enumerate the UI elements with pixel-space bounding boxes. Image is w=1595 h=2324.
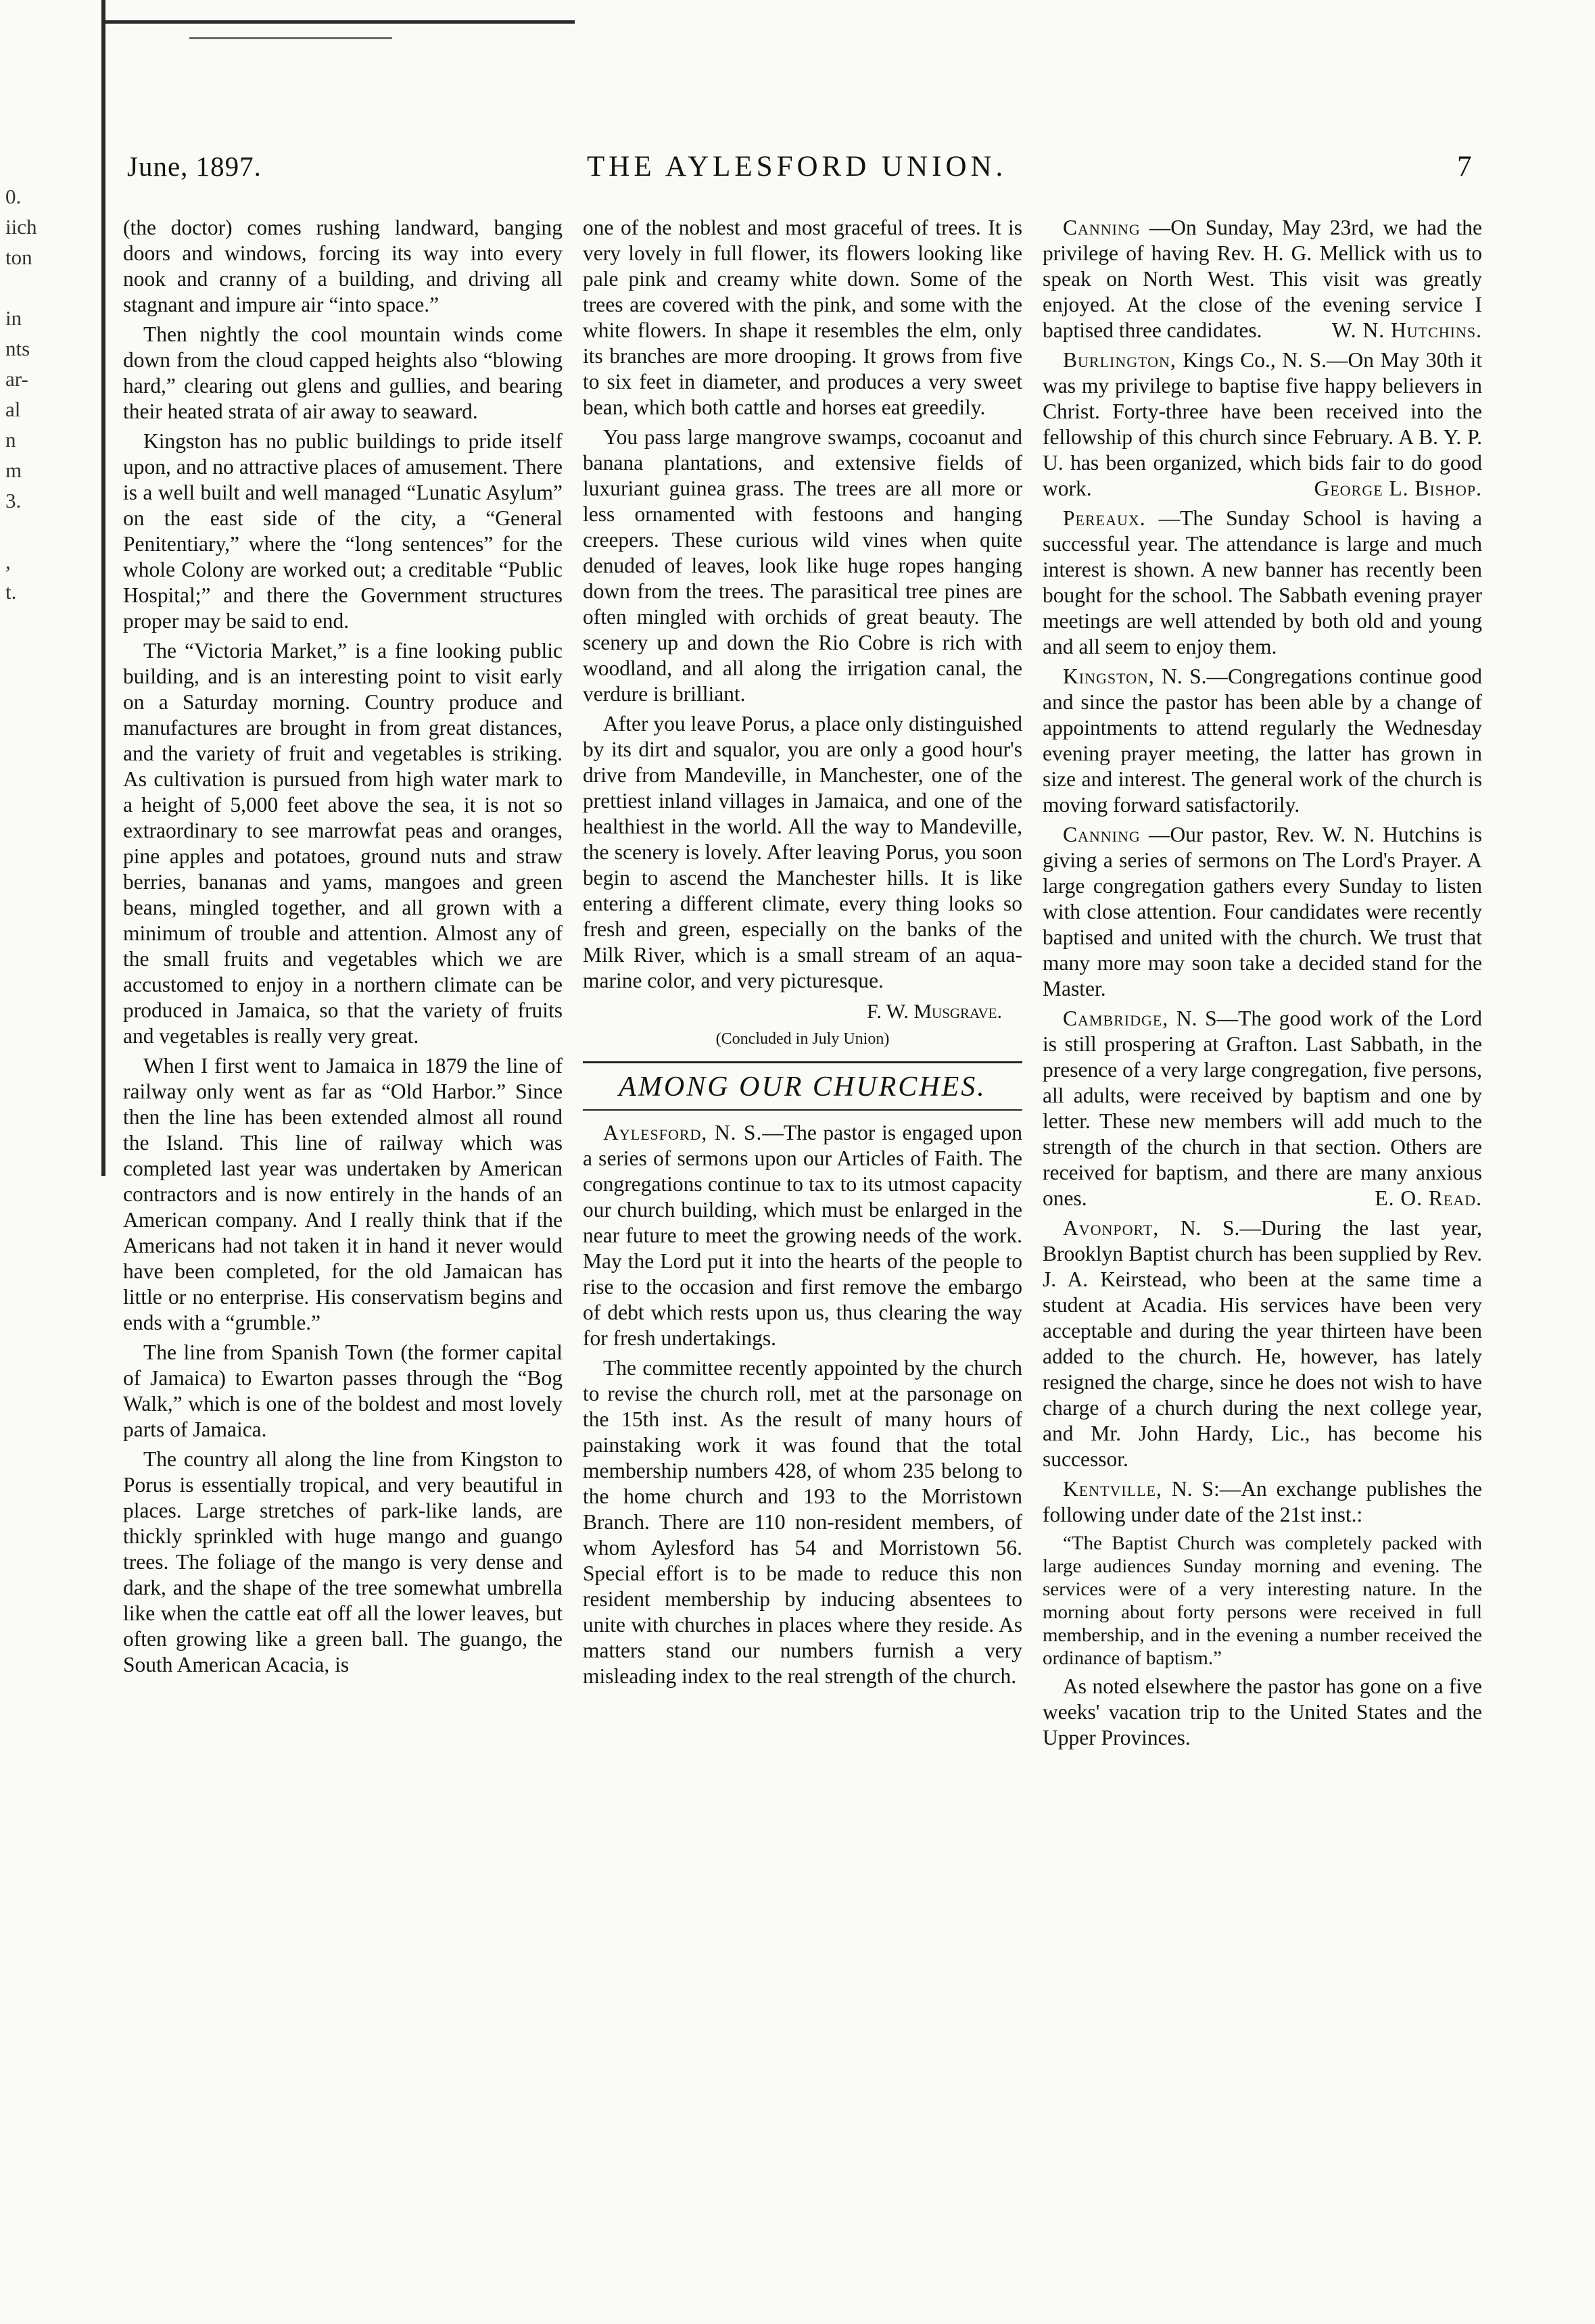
- column-3: [1043, 215, 1482, 1755]
- church-item-place: Canning: [1063, 823, 1141, 846]
- edge-fragment: t.: [5, 580, 17, 604]
- church-item-text: Kings Co., N. S.—On May 30th it was my privilege to baptise five happy believers in Christ. Forty-three have been received into the fellowship of this church since February. A B. Y. P. U. has been organized, which bids fair to do good work.: [1043, 348, 1482, 500]
- quoted-report: “The Baptist Church was completely packed with large audiences Sunday morning and evening. The services were of a very interesting nature. In the morning about forty persons were received in full membership, and in the evening a number received the ordinance of baptism.”: [1043, 1532, 1482, 1669]
- edge-fragment: 0.: [5, 185, 22, 208]
- edge-fragment: al: [5, 397, 21, 421]
- church-item-place: Avonport,: [1063, 1216, 1160, 1240]
- church-item: [1043, 215, 1482, 343]
- church-item-signature: W. N. Hutchins.: [1331, 318, 1482, 342]
- paragraph: Kingston has no public buildings to pride itself upon, and no attractive places of amusement. There is a well built and well managed “Lunatic Asylum” on the east side of the city, a “General Penitentiary,” where the “long sentences” for the whole Colony are worked out; a creditable “Public Hospital;” and there the Government structures proper may be said to end.: [123, 429, 563, 633]
- paragraph: Then nightly the cool mountain winds come down from the cloud capped heights also “blowing hard,” clearing out glens and gullies, and bearing their heated strata of air away to seaward.: [123, 322, 563, 423]
- church-item-place: Aylesford, N. S.: [603, 1121, 763, 1144]
- issue-date: June, 1897.: [127, 151, 262, 182]
- edge-fragment: ar-: [5, 367, 28, 391]
- closing-paragraph: As noted elsewhere the pastor has gone on a five weeks' vacation trip to the United States and the Upper Provinces.: [1043, 1674, 1482, 1749]
- edge-fragment: [5, 607, 87, 637]
- edge-fragment: ton: [5, 245, 32, 269]
- church-item: [583, 1120, 1022, 1351]
- page-number: 7: [1457, 151, 1472, 183]
- edge-fragment: m: [5, 458, 22, 482]
- church-item: [1043, 1215, 1482, 1472]
- church-item-text: —On Sunday, May 23rd, we had the privilege of having Rev. H. G. Mellick with us to speak on North West. This visit was greatly enjoyed. At the close of the evening service I baptised three candidates.: [1043, 216, 1482, 342]
- section-rule: [583, 1061, 1022, 1063]
- paragraph: After you leave Porus, a place only distinguished by its dirt and squalor, you are only a good hour's drive from Mandeville, in Manchester, one of the prettiest inland villages in Jamaica, and one of the healthiest in the world. All the way to Mandeville, the scenery is lovely. After leaving Porus, you soon begin to ascend the Manchester hills. It is like entering a different climate, every thing looks so fresh and green, especially on the banks of the Milk River, which is a small stream of an aqua-marine color, and very picturesque.: [583, 712, 1022, 992]
- paragraph: The line from Spanish Town (the former capital of Jamaica) to Ewarton passes through the “Bog Walk,” which is one of the boldest and most lovely parts of Jamaica.: [123, 1340, 563, 1441]
- edge-fragment: [5, 272, 87, 303]
- church-item: [583, 1355, 1022, 1689]
- section-heading: AMONG OUR CHURCHES.: [619, 1071, 986, 1103]
- paragraph: The “Victoria Market,” is a fine looking public building, and is an interesting point to visit early on a Saturday morning. Country produce and manufactures are brought in from great distances, and the variety of fruit and vegetables is striking. As cultivation is pursued from high water mark to a height of 5,000 feet above the sea, it is not so extraordinary to see marrowfat peas and oranges, pine apples and potatoes, ground nuts and straw berries, bananas and yams, mangoes and green beans, mingled together, and all grown with a minimum of trouble and attention. Almost any of the small fruits and vegetables which we are accustomed to enjoy in a northern climate can be produced in Jamaica, so that the variety of fruits and vegetables is really very great.: [123, 639, 563, 1048]
- running-head: [0, 150, 1595, 191]
- church-item-place: Cambridge,: [1063, 1007, 1169, 1030]
- edge-fragment: 3.: [5, 489, 22, 512]
- section-rule: [583, 1109, 1022, 1111]
- church-item-text: N. S.—During the last year, Brooklyn Baptist church has been supplied by Rev. J. A. Keirstead, who been at the same time a student at Acadia. His services have been very acceptable and during the year thirteen have been added to the church. He, however, has lately resigned the charge, since he does not wish to have charge of a church during the next college year, and Mr. John Hardy, Lic., has become his successor.: [1043, 1216, 1482, 1471]
- church-item-place: Canning: [1063, 216, 1141, 239]
- top-rule: [101, 20, 575, 24]
- church-item-text: N. S:—An exchange publishes the following under date of the 21st inst.:: [1043, 1477, 1482, 1526]
- paragraph: When I first went to Jamaica in 1879 the line of railway only went as far as “Old Harbor.” Since then the line has been extended almost all round the Island. This line of railway which was completed last year was undertaken by American contractors and is now entirely in the hands of an American company. And I really think that if the Americans had not taken it in hand it never would have been completed, for the old Jamaican has little or no enterprise. His conservatism begins and ends with a “grumble.”: [123, 1054, 563, 1334]
- continuation-note: (Concluded in July Union): [715, 1030, 890, 1048]
- church-item-place: Burlington,: [1063, 348, 1176, 372]
- top-rule-faint: [189, 37, 392, 39]
- paragraph: (the doctor) comes rushing landward, banging doors and windows, forcing its way into every nook and cranny of a building, and driving all stagnant and impure air “into space.”: [123, 216, 563, 316]
- edge-fragment: [5, 516, 87, 546]
- church-item-text: The committee recently appointed by the church to revise the church roll, met at the parsonage on the 15th inst. As the result of many hours of painstaking work it was found that the total membership numbers 428, of whom 235 belong to the home church and 193 to the Morristown Branch. There are 110 non-resident members, of whom Aylesford has 54 and Morristown 56. Special effort is to be made to reduce this non resident membership by inducing absentees to unite with churches in places where they reside. As matters stand our numbers furnish a very misleading index to the real strength of the church.: [583, 1356, 1022, 1688]
- edge-fragment: n: [5, 428, 16, 452]
- church-item: [1043, 822, 1482, 1002]
- church-item-text: —The pastor is engaged upon a series of sermons upon our Articles of Faith. The congregations continue to tax to its utmost capacity our church building, which must be enlarged in the near future to meet the growing needs of the work. May the Lord put it into the hearts of the people to rise to the occasion and first remove the embargo of debt which rests upon us, thus clearing the way for fresh undertakings.: [583, 1121, 1022, 1350]
- church-item-signature: George L. Bishop.: [1314, 477, 1482, 500]
- edge-fragment: ,: [5, 550, 11, 573]
- article-signature: F. W. Musgrave.: [867, 1000, 1002, 1023]
- church-item-text: N. S.—Congregations continue good and since the pastor has been able by a change of appointments to attend regularly the Wednesday evening prayer meeting, the latter has grown in size and interest. The general work of the church is moving forward satisfactorily.: [1043, 664, 1482, 817]
- publication-title: THE AYLESFORD UNION.: [587, 151, 1007, 183]
- church-item: [1043, 1476, 1482, 1528]
- church-item-text: —Our pastor, Rev. W. N. Hutchins is giving a series of sermons on The Lord's Prayer. A large congregation gathers every Sunday to listen with close attention. Four candidates were recently baptised and united with the church. We trust that many more may soon take a decided stand for the Master.: [1043, 823, 1482, 1000]
- paragraph: You pass large mangrove swamps, cocoanut and banana plantations, and extensive fields of luxuriant guinea grass. The trees are all more or less ornamented with festoons and hanging creepers. These curious wild vines when quite denuded of leaves, look like huge ropes hanging down from the trees. The parasitical tree pines are often mingled with orchids of great beauty. The scenery up and down the Rio Cobre is rich with woodland, and all along the irrigation canal, the verdure is brilliant.: [583, 425, 1022, 706]
- church-item-place: Pereaux.: [1063, 506, 1146, 530]
- church-item-text: N. S—The good work of the Lord is still prospering at Grafton. Last Sabbath, in the presence of a very large congregation, five persons, all adults, were received by baptism and one by letter. These new members will add much to the strength of the church in that section. Others are received for baptism, and there are many anxious ones.: [1043, 1007, 1482, 1210]
- edge-fragment: [5, 637, 87, 668]
- edge-fragment: iich: [5, 215, 37, 239]
- church-item-text: —The Sunday School is having a successful year. The attendance is large and much interest is shown. A new banner has recently been bought for the school. The Sabbath evening prayer meetings are well attended by both old and young and all seem to enjoy them.: [1043, 506, 1482, 658]
- adjacent-page-fragments: [5, 181, 87, 668]
- paragraph: one of the noblest and most graceful of trees. It is very lovely in full flower, its flowers looking like pale pink and creamy white down. Some of the trees are covered with the pink, and some with the white flowers. In shape it resembles the elm, only its branches are more drooping. It grows from five to six feet in diameter, and produces a very sweet bean, which both cattle and horses eat greedily.: [583, 216, 1022, 419]
- church-item: [1043, 1006, 1482, 1211]
- column-2: [583, 215, 1022, 1693]
- church-item-signature: E. O. Read.: [1375, 1186, 1482, 1210]
- edge-fragment: in: [5, 306, 22, 330]
- church-item: [1043, 664, 1482, 818]
- church-item: [1043, 506, 1482, 660]
- paragraph: The country all along the line from Kingston to Porus is essentially tropical, and very beautiful in places. Large stretches of park-like lands, are thickly sprinkled with huge mango and guango trees. The foliage of the mango is very dense and dark, and the shape of the tree somewhat umbrella like when the cattle eat off all the lower leaves, but often growing like a green ball. The guango, the South American Acacia, is: [123, 1447, 563, 1676]
- column-1: [123, 215, 563, 1682]
- church-item-place: Kentville,: [1063, 1477, 1162, 1501]
- edge-fragment: nts: [5, 337, 30, 360]
- church-item-place: Kingston,: [1063, 664, 1155, 688]
- church-item: [1043, 347, 1482, 502]
